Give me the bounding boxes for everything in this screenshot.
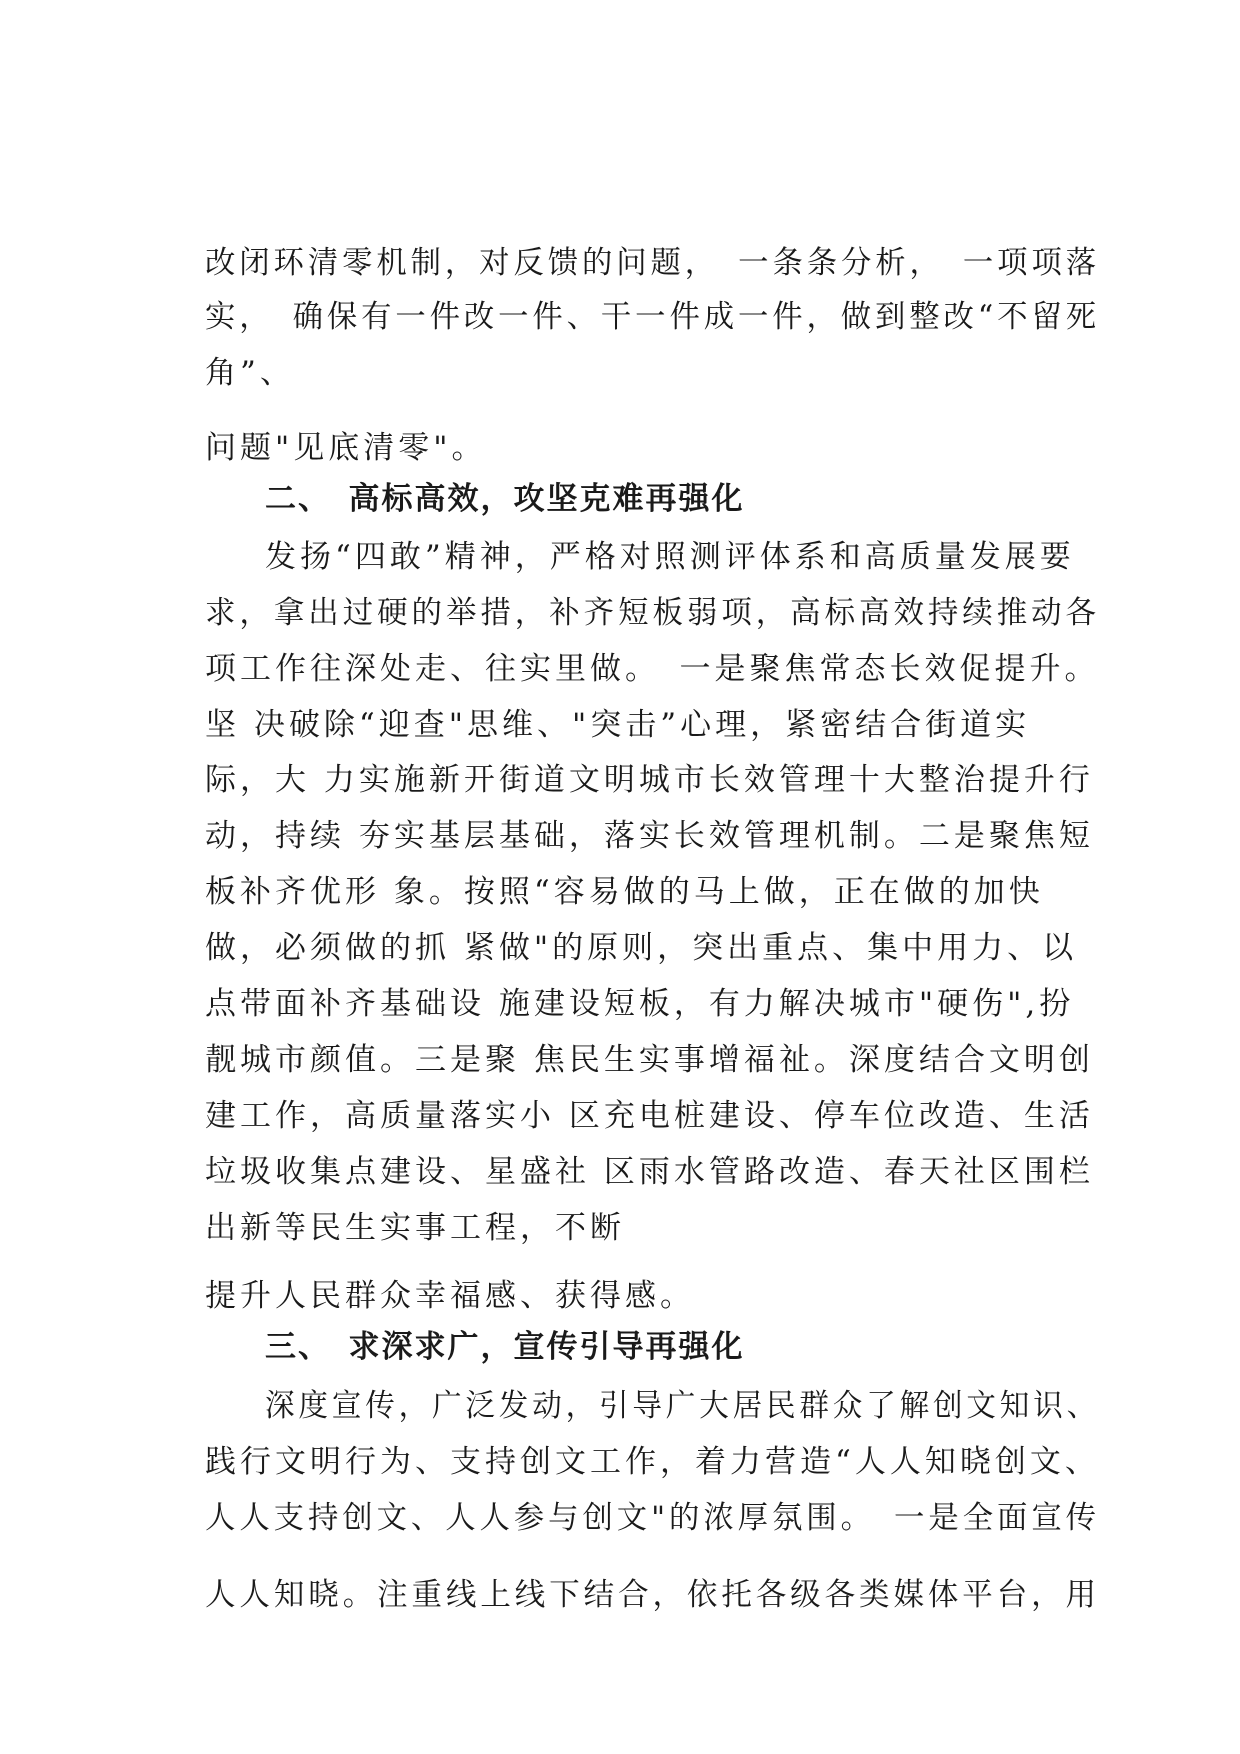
body-line: 改闭环清零机制，对反馈的问题， 一条条分析， 一项项落 [205,245,1100,281]
body-line: 践行文明行为、支持创文工作，着力营造“人人知晓创文、 [205,1444,1100,1480]
body-line: 板补齐优形 象。按照“容易做的马上做，正在做的加快 [205,874,1044,910]
section-heading-3: 三、 求深求广，宣传引导再强化 [265,1329,745,1365]
body-line: 提升人民群众幸福感、获得感。 [205,1278,695,1314]
body-line: 人人支持创文、人人参与创文"的浓厚氛围。 一是全面宣传 [205,1500,1100,1536]
body-line: 坚 决破除“迎查"思维、"突击”心理，紧密结合街道实 [205,707,1031,743]
body-line: 做，必须做的抓 紧做"的原则，突出重点、集中用力、以 [205,930,1078,966]
paragraph-first-line: 深度宣传，广泛发动，引导广大居民群众了解创文知识、 [265,1388,1101,1424]
body-line: 靓城市颜值。三是聚 焦民生实事增福祉。深度结合文明创 [205,1042,1094,1078]
body-line: 问题"见底清零"。 [205,430,487,466]
paragraph-first-line: 发扬“四敢”精神，严格对照测评体系和高质量发展要 [265,539,1075,575]
body-line: 建工作，高质量落实小 区充电桩建设、停车位改造、生活 [205,1098,1094,1134]
body-line: 角”、 [205,355,295,391]
body-line: 际，大 力实施新开街道文明城市长效管理十大整治提升行 [205,762,1094,798]
body-line: 实， 确保有一件改一件、干一件成一件，做到整改“不留死 [205,299,1100,335]
body-line: 垃圾收集点建设、星盛社 区雨水管路改造、春天社区围栏 [205,1154,1094,1190]
body-line: 动，持续 夯实基层基础，落实长效管理机制。二是聚焦短 [205,818,1094,854]
section-heading-2: 二、 高标高效，攻坚克难再强化 [265,481,745,517]
body-line: 点带面补齐基础设 施建设短板，有力解决城市"硬伤",扮 [205,986,1075,1022]
body-line: 人人知晓。注重线上线下结合，依托各级各类媒体平台，用 [205,1577,1100,1613]
body-line: 出新等民生实事工程，不断 [205,1210,625,1246]
body-line: 项工作往深处走、往实里做。 一是聚焦常态长效促提升。 [205,651,1100,687]
body-line: 求，拿出过硬的举措，补齐短板弱项，高标高效持续推动各 [205,595,1100,631]
